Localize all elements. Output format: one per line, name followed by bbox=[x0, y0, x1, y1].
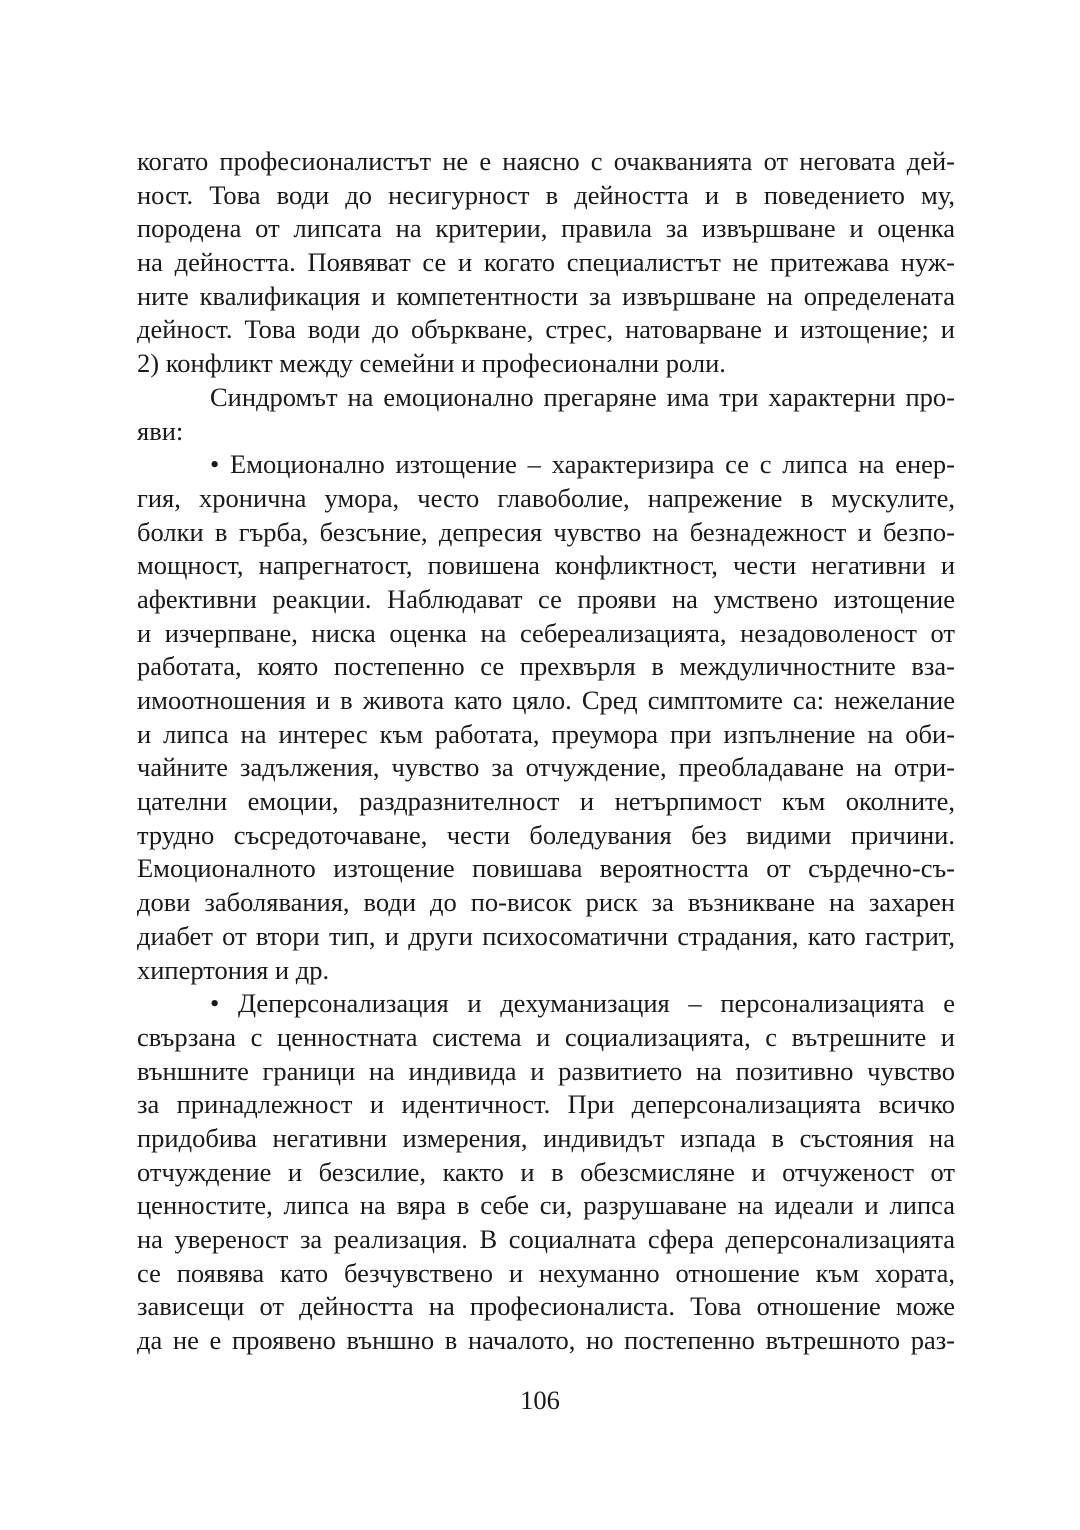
text-line: хипертония и др. bbox=[137, 954, 330, 985]
text-line: за принадлежност и идентичност. При деперсонализацията всичко bbox=[137, 1089, 955, 1120]
text-line: зависещи от дейността на професионалиста. Това отношение може bbox=[137, 1291, 955, 1322]
text-line: дейност. Това води до объркване, стрес, натоварване и изтощение; и bbox=[137, 314, 955, 345]
text-line: ност. Това води до несигурност в дейността и в поведението му, bbox=[137, 179, 955, 210]
text-line: имоотношения и в живота като цяло. Сред симптомите са: нежелание bbox=[137, 685, 955, 715]
paragraph-depersonalization bbox=[137, 987, 955, 1358]
text-line: работата, която постепенно се прехвърля в междуличностните вза- bbox=[137, 651, 955, 682]
text-line: болки в гърба, безсъние, депресия чувство на безнадежност и безпо- bbox=[137, 516, 955, 547]
text-line: яви: bbox=[137, 415, 184, 446]
paragraph-emotional-exhaustion bbox=[137, 448, 955, 987]
text-line: придобива негативни измерения, индивидът изпада в състояния на bbox=[137, 1122, 955, 1153]
text-line: и изчерпване, ниска оценка на себереализацията, незадоволеност от bbox=[137, 617, 955, 648]
text-line: • Деперсонализация и дехуманизация – персонализацията е bbox=[210, 988, 955, 1019]
text-line: цателни емоции, раздразнителност и нетърпимост към околните, bbox=[137, 786, 955, 817]
text-line: ценностите, липса на вяра в себе си, разрушаване на идеали и липса bbox=[137, 1190, 955, 1221]
text-line: трудно съсредоточаване, чести боледувания без видими причини. bbox=[137, 819, 955, 850]
page-body bbox=[137, 145, 955, 1358]
text-line: чайните задължения, чувство за отчуждение, преобладаване на отри- bbox=[137, 752, 955, 783]
text-line: дови заболявания, води до по-висок риск за възникване на захарен bbox=[137, 887, 955, 918]
text-line: 2) конфликт между семейни и професионални роли. bbox=[137, 348, 726, 379]
text-line: и липса на интерес към работата, преумора при изпълнение на оби- bbox=[137, 718, 955, 749]
text-line: породена от липсата на критерии, правила за извършване и оценка bbox=[137, 213, 955, 244]
text-line: Емоционалното изтощение повишава вероятността от сърдечно-съ- bbox=[137, 853, 955, 884]
text-line: афективни реакции. Наблюдават се прояви на умствено изтощение bbox=[137, 583, 955, 614]
text-line: свързана с ценностната система и социализацията, с вътрешните и bbox=[137, 1021, 955, 1052]
page-number: 106 bbox=[520, 1385, 560, 1415]
paragraph-1 bbox=[137, 145, 955, 381]
text-line: Синдромът на емоционално прегаряне има три характерни про- bbox=[210, 381, 955, 412]
text-line: се появява като безчувствено и нехуманно отношение към хората, bbox=[137, 1257, 955, 1288]
text-line: мощност, напрегнатост, повишена конфликтност, чести негативни и bbox=[137, 550, 955, 581]
text-line: гия, хронична умора, често главоболие, напрежение в мускулите, bbox=[137, 482, 955, 513]
text-line: • Емоционално изтощение – характеризира се с липса на енер- bbox=[210, 449, 955, 480]
text-line: на дейността. Появяват се и когато специалистът не притежава нуж- bbox=[137, 247, 955, 278]
text-line: диабет от втори тип, и други психосоматични страдания, като гастрит, bbox=[137, 920, 955, 951]
text-line: отчуждение и безсилие, както и в обезсмисляне и отчуженост от bbox=[137, 1156, 955, 1187]
text-line: когато професионалистът не е наясно с очакванията от неговата дей- bbox=[137, 146, 955, 176]
text-line: ните квалификация и компетентности за извършване на определената bbox=[137, 280, 955, 311]
text-line: да не е проявено външно в началото, но постепенно вътрешното раз- bbox=[137, 1325, 955, 1356]
paragraph-2 bbox=[137, 381, 955, 448]
text-line: на увереност за реализация. В социалната сфера деперсонализацията bbox=[137, 1224, 955, 1254]
text-line: външните граници на индивида и развитието на позитивно чувство bbox=[137, 1055, 955, 1086]
